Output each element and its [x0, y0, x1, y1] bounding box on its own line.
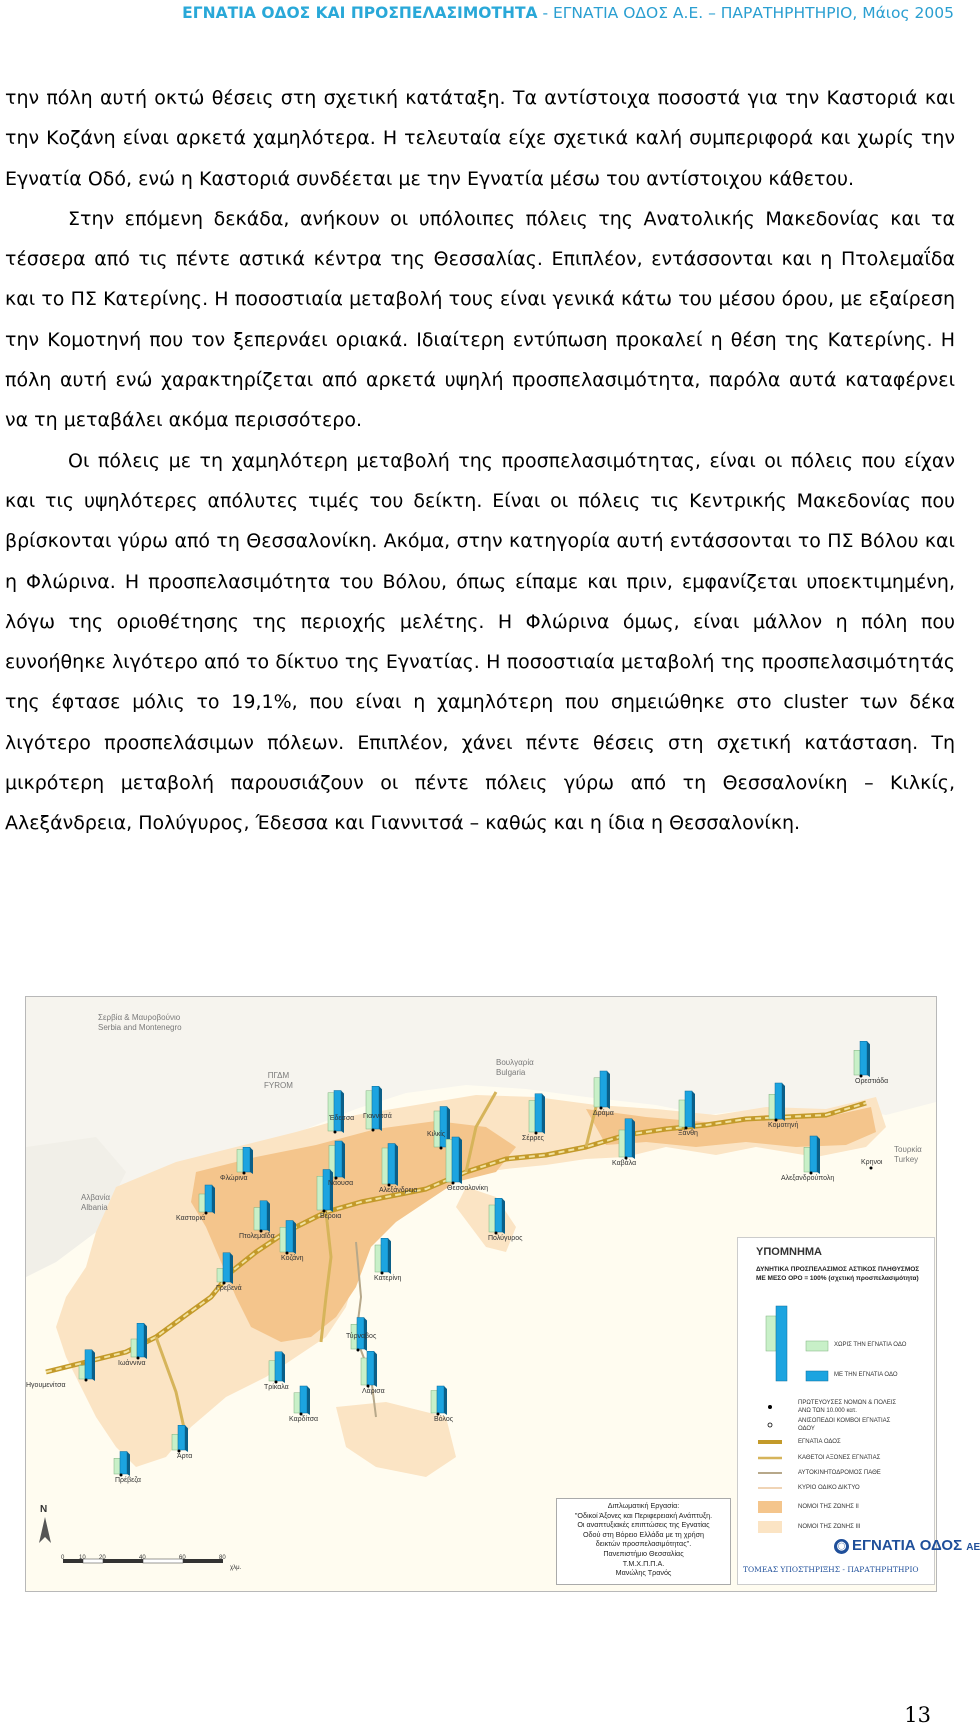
bar-without-egnatia: [594, 1078, 600, 1107]
bar-shade: [282, 1352, 285, 1383]
page-header: [182, 4, 954, 22]
bar-without-egnatia: [489, 1205, 495, 1232]
city-bar-group: [237, 1147, 253, 1174]
legend-zone2-swatch: [758, 1501, 782, 1513]
bar-with-egnatia: [85, 1350, 92, 1379]
city-label: Νάουσα: [328, 1180, 354, 1187]
city-bar-group: [280, 1221, 296, 1255]
bar-shade: [185, 1425, 188, 1452]
legend-without-label: ΧΩΡΙΣ ΤΗΝ ΕΓΝΑΤΙΑ ΟΔΟ: [834, 1342, 907, 1348]
bar-without-egnatia: [294, 1393, 300, 1413]
bar-with-egnatia: [810, 1136, 817, 1172]
legend-subtitle: ΔΥΝΗΤΙΚΑ ΠΡΟΣΠΕΛΑΣΙΜΟΣ ΑΣΤΙΚΟΣ ΠΛΗΘΥΣΜΟΣ ΜΕ ΜΕΣΟ ΟΡΟ = 100% (σχετική προσπελασιμότητα): [756, 1266, 920, 1282]
city-label: Κρηνοι: [861, 1159, 883, 1166]
city-bar-group: [679, 1091, 695, 1129]
legend-zone3-swatch: [758, 1521, 782, 1533]
city-bar-group: [529, 1094, 545, 1134]
scale-tick-40: 40: [139, 1555, 146, 1561]
bar-with-egnatia: [323, 1170, 330, 1211]
bar-with-egnatia: [388, 1144, 395, 1185]
paragraph-3: Οι πόλεις με τη χαμηλότερη μεταβολή της προσπελασιμότητας, είναι οι πόλεις που είχαν και τις υψηλότερες απόλυτες τιμές του δείκτη. Είναι οι πόλεις τις Κεντρικής Μακεδονίας που βρίσκονται γύρω από τη Θεσσαλονίκη. Ακόμα, στην κατηγορία αυτή εντάσσονται το ΠΣ Βόλου και η Φλώρινα. Η προσπελασιμότητα του Βόλου, όπως είπαμε και πριν, εμφανίζεται υποεκτιμημένη, λόγω της οριοθέτησης της περιοχής μελέτης. Η Φλώρινα όμως, είναι μάλλον η πόλη που ευνοήθηκε λιγότερο από το δίκτυο της Εγνατίας. Η ποσοστιαία μεταβολή της προσπελασιμότητάς της έφτασε μόλις το 19,1%, που είναι η χαμηλότερη που σημειώθηκε στο cluster των δέκα λιγότερο προσπελάσιμων πόλεων. Επιπλέον, χάνει πέντε θέσεις στη σχετική κατάσταση. Τη μικρότερη μεταβολή παρουσιάζουν οι πέντε πόλεις γύρω από τη Θεσσαλονίκη – Κιλκίς, Αλεξάνδρεια, Πολύγυρος, Έδεσσα και Γιαννιτσά – καθώς και η ίδια η Θεσσαλονίκη.: [5, 449, 955, 835]
bar-without-egnatia: [280, 1227, 286, 1252]
city-bar-group: [269, 1352, 285, 1383]
label-bulgaria: Βουλγαρία Bulgaria: [496, 1058, 534, 1077]
bar-without-egnatia: [254, 1208, 260, 1231]
city-label: Καρδίτσα: [289, 1416, 319, 1423]
bar-without-egnatia: [619, 1130, 625, 1157]
bar-shade: [127, 1452, 130, 1477]
legend-pathe-label: ΑΥΤΟΚΙΝΗΤΟΔΡΟΜΟΣ ΠΑΘΕ: [798, 1470, 881, 1476]
legend-nodes-label: ΑΝΙΣΟΠΕΔΟΙ ΚΟΜΒΟΙ ΕΓΝΑΤΙΑΣ ΟΔΟΥ: [798, 1418, 891, 1432]
bar-shade: [92, 1350, 95, 1381]
bar-with-egnatia: [275, 1352, 282, 1381]
scale-tick-20: 20: [99, 1555, 106, 1561]
city-bar-group: [769, 1083, 785, 1121]
city-label: Πτολεμαΐδα: [239, 1233, 275, 1240]
bar-shade: [250, 1147, 253, 1174]
bar-with-egnatia: [437, 1386, 444, 1413]
bar-without-egnatia: [804, 1147, 810, 1172]
bar-shade: [293, 1221, 296, 1255]
scale-bar: [61, 1547, 261, 1577]
legend-node-dot: [768, 1423, 772, 1427]
bar-without-egnatia: [172, 1434, 178, 1450]
city-label: Βέροια: [320, 1213, 342, 1220]
bar-with-egnatia: [495, 1198, 502, 1232]
bar-shade: [144, 1323, 147, 1359]
city-bar-group: [131, 1323, 147, 1359]
city-label: Τρίκαλα: [264, 1384, 289, 1391]
city-bar-group: [382, 1144, 398, 1187]
city-bar-group: [431, 1386, 447, 1415]
city-bar-group: [446, 1137, 462, 1184]
city-bar-group: [114, 1452, 130, 1477]
city-label: Σέρρες: [522, 1135, 544, 1142]
scale-tick-0: 0: [61, 1555, 65, 1561]
city-bar-group: [619, 1119, 635, 1159]
city-label: Κοζάνη: [281, 1255, 304, 1262]
city-label: Καβάλα: [612, 1160, 637, 1167]
city-label: Αλεξανδρούπολη: [781, 1175, 835, 1182]
city-label: Λάρισα: [362, 1388, 385, 1395]
city-label: Πρέβεζα: [115, 1477, 141, 1484]
bar-shade: [444, 1386, 447, 1415]
city-bar-group: [375, 1238, 391, 1274]
city-label: Γρεβενά: [216, 1285, 242, 1292]
bar-shade: [341, 1091, 344, 1134]
city-bar-group: [294, 1386, 310, 1415]
bar-without-egnatia: [237, 1150, 243, 1173]
bar-without-egnatia: [679, 1100, 685, 1127]
bar-shade: [782, 1083, 785, 1121]
bar-with-egnatia: [685, 1091, 692, 1127]
map-legend: [737, 1237, 935, 1585]
credit-line: Πανεπιστήμιο Θεσσαλίας: [603, 1548, 684, 1558]
north-arrow-icon: N: [40, 1504, 47, 1515]
scale-tick-10: 10: [79, 1555, 86, 1561]
bar-shade: [374, 1351, 377, 1387]
city-label: Τύρναβος: [346, 1333, 377, 1340]
bar-with-egnatia: [178, 1425, 185, 1450]
bar-without-egnatia: [769, 1094, 775, 1119]
bar-with-egnatia: [205, 1185, 212, 1212]
egnatia-logo-subtitle: ΤΟΜΕΑΣ ΥΠΟΣΤΗΡΙΞΗΣ - ΠΑΡΑΤΗΡΗΤΗΡΙΟ: [743, 1565, 919, 1574]
bar-without-egnatia: [79, 1366, 85, 1380]
egnatia-logo-icon: ◉: [834, 1539, 849, 1554]
city-dot: [85, 1379, 88, 1382]
bar-with-egnatia: [625, 1119, 632, 1157]
legend-capital-dot: [768, 1405, 772, 1409]
legend-bar-without: [766, 1316, 776, 1351]
bar-shade: [459, 1137, 462, 1184]
scale-unit: χλμ.: [230, 1565, 242, 1571]
bar-with-egnatia: [535, 1094, 542, 1132]
legend-title: ΥΠΟΜΝΗΜΑ: [756, 1246, 822, 1258]
city-bar-group: [361, 1351, 377, 1387]
city-bar-group: [594, 1071, 610, 1109]
bar-shade: [388, 1238, 391, 1274]
bar-without-egnatia: [434, 1111, 440, 1147]
bar-without-egnatia: [431, 1391, 437, 1414]
bar-shade: [379, 1086, 382, 1131]
legend-zone2-label: ΝΟΜΟΙ ΤΗΣ ΖΩΝΗΣ ΙΙ: [798, 1504, 859, 1510]
bar-without-egnatia: [529, 1101, 535, 1133]
bar-with-egnatia: [335, 1141, 342, 1177]
city-bar-group: [489, 1198, 505, 1234]
bar-with-egnatia: [137, 1323, 144, 1357]
bar-with-egnatia: [334, 1091, 341, 1132]
bar-with-egnatia: [367, 1351, 374, 1385]
city-bar-group: [254, 1201, 270, 1232]
city-bar-group: [854, 1041, 870, 1077]
bar-shade: [267, 1201, 270, 1232]
bar-with-egnatia: [381, 1238, 388, 1272]
city-label: Ηγουμενίτσα: [26, 1382, 66, 1389]
bar-shade: [632, 1119, 635, 1159]
city-bar-group: [172, 1425, 188, 1452]
bar-shade: [542, 1094, 545, 1134]
city-bar-group: [79, 1350, 95, 1381]
credit-line: Τ.Μ.Χ.Π.Π.Α.: [622, 1558, 665, 1568]
legend-vertical-label: ΚΑΘΕΤΟΙ ΑΞΟΝΕΣ ΕΓΝΑΤΙΑΣ: [798, 1455, 881, 1461]
city-dot: [870, 1167, 873, 1170]
paragraph-2: Στην επόμενη δεκάδα, ανήκουν οι υπόλοιπες πόλεις της Ανατολικής Μακεδονίας και τα τέσσερα από τις πέντε αστικά κέντρα της Θεσσαλίας. Επιπλέον, εντάσσονται και η Πτολεμαΐδα και το ΠΣ Κατερίνης. Η ποσοστιαία μεταβολή τους είναι γενικά κάτω του μέσου όρου, με εξαίρεση την Κομοτηνή που τον ξεπερνάει οριακά. Ιδιαίτερη εντύπωση προκαλεί η θέση της Κατερίνης. Η πόλη αυτή ενώ χαρακτηρίζεται από αρκετά υψηλή προσπελασιμότητα, παρόλα αυτά καταφέρνει να τη μεταβάλει ακόμα περισσότερο.: [5, 207, 955, 432]
bar-without-egnatia: [375, 1245, 381, 1272]
bar-without-egnatia: [317, 1176, 323, 1210]
label-albania: Αλβανία Albania: [81, 1193, 110, 1212]
bar-with-egnatia: [452, 1137, 459, 1182]
bar-without-egnatia: [382, 1148, 388, 1184]
bar-with-egnatia: [600, 1071, 607, 1107]
legend-swatch-without: [806, 1341, 828, 1351]
credit-box: [556, 1498, 731, 1585]
city-label: Γιαννιτσά: [363, 1113, 392, 1120]
credit-line: Οδού στη Βόρειο Ελλάδα με τη χρήση: [582, 1529, 705, 1539]
bar-shade: [692, 1091, 695, 1129]
city-bar-group: [217, 1253, 233, 1284]
label-serbia: Σερβία & Μαυροβούνιο Serbia and Montenegro: [98, 1013, 182, 1032]
city-dot: [357, 1349, 360, 1352]
credit-line: Οι αναπτυξιακές επιπτώσεις της Εγνατίας: [577, 1520, 710, 1530]
bar-shade: [502, 1198, 505, 1234]
city-bar-group: [199, 1185, 215, 1214]
city-label: Κομοτηνή: [768, 1122, 799, 1129]
bar-with-egnatia: [775, 1083, 782, 1119]
bar-shade: [607, 1071, 610, 1109]
city-label: Φλώρινα: [220, 1175, 248, 1182]
bar-shade: [307, 1386, 310, 1415]
page-number: 13: [904, 1703, 931, 1727]
city-bar-group: [317, 1170, 333, 1213]
credit-line: "Οδικοί Άξονες και Περιφερειακή Ανάπτυξη.: [574, 1510, 713, 1520]
bar-without-egnatia: [366, 1091, 372, 1129]
bar-shade: [817, 1136, 820, 1174]
bar-without-egnatia: [446, 1139, 452, 1182]
bar-with-egnatia: [120, 1452, 127, 1475]
bar-with-egnatia: [860, 1041, 867, 1075]
bar-with-egnatia: [286, 1221, 293, 1253]
city-label: Κιλκίς: [427, 1131, 446, 1138]
bar-with-egnatia: [223, 1253, 230, 1282]
label-fyrom: ΠΓΔΜ FYROM: [264, 1071, 293, 1090]
city-label: Ορεστιάδα: [855, 1078, 889, 1085]
bar-without-egnatia: [361, 1358, 367, 1385]
accessibility-map: [25, 996, 980, 1592]
bar-without-egnatia: [131, 1339, 137, 1357]
city-label: Δράμα: [593, 1110, 614, 1117]
city-label: Ξάνθη: [678, 1130, 698, 1137]
city-label: Αλεξάνδρεια: [379, 1187, 418, 1194]
body-text: [5, 78, 955, 844]
city-label: Κατερίνη: [374, 1275, 402, 1282]
city-label: Πολύγυρος: [488, 1235, 523, 1242]
paragraph-1: την πόλη αυτή οκτώ θέσεις στη σχετική κατάταξη. Τα αντίστοιχα ποσοστά για την Καστοριά και την Κοζάνη είναι αρκετά χαμηλότερα. Η τελευταία είχε σχετικά καλή συμπεριφορά και χωρίς την Εγνατία Οδό, ενώ η Καστοριά συνδέεται με την Εγνατία μέσω του αντίστοιχου κάθετου.: [5, 87, 955, 190]
legend-egnatia-label: ΕΓΝΑΤΙΑ ΟΔΟΣ: [798, 1439, 841, 1445]
city-label: Ιωάννινα: [118, 1360, 146, 1367]
bar-shade: [395, 1144, 398, 1187]
city-bar-group: [366, 1086, 382, 1131]
header-source: - ΕΓΝΑΤΙΑ ΟΔΟΣ Α.Ε. – ΠΑΡΑΤΗΡΗΤΗΡΙΟ, Μάιος 2005: [537, 4, 954, 22]
scale-tick-60: 60: [179, 1555, 186, 1561]
bar-with-egnatia: [372, 1086, 379, 1129]
city-dot: [372, 1129, 375, 1132]
credit-line: Μανώλης Τρανός: [615, 1568, 672, 1578]
legend-swatch-with: [806, 1371, 828, 1381]
city-dot: [440, 1147, 443, 1150]
header-title: ΕΓΝΑΤΙΑ ΟΔΟΣ ΚΑΙ ΠΡΟΣΠΕΛΑΣΙΜΟΤΗΤΑ: [182, 4, 538, 22]
bar-without-egnatia: [217, 1269, 223, 1283]
bar-with-egnatia: [260, 1201, 267, 1230]
egnatia-logo: ◉ ΕΓΝΑΤΙΑ ΟΔΟΣ ΑΕ: [834, 1537, 980, 1554]
legend-with-label: ΜΕ ΤΗΝ ΕΓΝΑΤΙΑ ΟΔΟ: [834, 1372, 898, 1378]
bar-without-egnatia: [854, 1050, 860, 1075]
bar-shade: [230, 1253, 233, 1284]
city-bar-group: [328, 1091, 344, 1134]
city-label: Καστοριά: [176, 1215, 206, 1222]
bar-shade: [330, 1170, 333, 1213]
legend-main-road-label: ΚΥΡΙΟ ΟΔΙΚΟ ΔΙΚΤΥΟ: [798, 1485, 860, 1491]
city-label: Θεσσαλονίκη: [447, 1185, 488, 1192]
credit-line: δεικτών προσπελασιμότητας".: [595, 1539, 692, 1549]
bar-shade: [342, 1141, 345, 1179]
bar-without-egnatia: [269, 1361, 275, 1381]
city-label: Βόλος: [434, 1416, 454, 1423]
label-turkey: Τουρκία Turkey: [894, 1145, 922, 1164]
bar-without-egnatia: [328, 1093, 334, 1131]
bar-shade: [212, 1185, 215, 1214]
city-label: Άρτα: [177, 1453, 193, 1460]
legend-capitals-label: ΠΡΩΤΕΥΟΥΣΕΣ ΝΟΜΩΝ & ΠΟΛΕΙΣ ΑΝΩ ΤΩΝ 10.000 κατ.: [798, 1400, 897, 1414]
bar-shade: [867, 1041, 870, 1077]
bar-with-egnatia: [243, 1147, 250, 1172]
legend-zone3-label: ΝΟΜΟΙ ΤΗΣ ΖΩΝΗΣ ΙΙΙ: [798, 1524, 861, 1530]
city-label: Έδεσσα: [329, 1115, 355, 1122]
scale-tick-80: 80: [219, 1555, 226, 1561]
bar-without-egnatia: [114, 1458, 120, 1474]
city-dot: [334, 1131, 337, 1134]
legend-bar-with: [776, 1306, 787, 1381]
city-bar-group: [804, 1136, 820, 1174]
bar-with-egnatia: [300, 1386, 307, 1413]
credit-line: Διπλωματική Εργασία:: [607, 1501, 680, 1510]
bar-without-egnatia: [199, 1194, 205, 1212]
